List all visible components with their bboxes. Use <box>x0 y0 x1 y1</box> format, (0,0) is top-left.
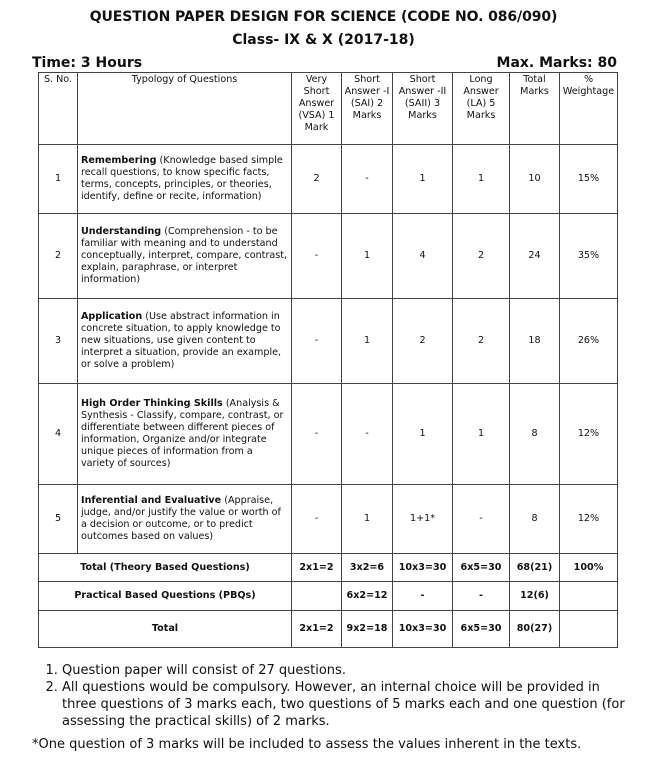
cell-sno: 5 <box>39 485 78 554</box>
cell-sa1: 3x2=6 <box>342 554 393 582</box>
cell-sa2: 10x3=30 <box>393 554 453 582</box>
question-design-table <box>38 72 618 648</box>
max-marks: Max. Marks: 80 <box>496 55 617 71</box>
typology-term: Application <box>81 311 143 323</box>
col-sa2-header: Short Answer -II (SAII) 3 Marks <box>393 73 453 145</box>
cell-sa1: 6x2=12 <box>342 582 393 611</box>
table-row <box>39 299 618 384</box>
cell-vsa: - <box>292 485 342 554</box>
cell-la: 2 <box>453 214 510 299</box>
cell-weight: 26% <box>560 299 618 384</box>
cell-sa2: 10x3=30 <box>393 611 453 648</box>
table-row <box>39 384 618 485</box>
cell-sno: 2 <box>39 214 78 299</box>
cell-total: 8 <box>510 485 560 554</box>
cell-la: 2 <box>453 299 510 384</box>
cell-typology <box>78 384 292 485</box>
typology-desc: (Comprehension - to be familiar with meaning and to understand conceptually, interpret, compare, contrast, explain, paraphrase, or interpret information) <box>81 226 288 285</box>
cell-sno: 4 <box>39 384 78 485</box>
document-subtitle: Class- IX & X (2017-18) <box>232 32 415 48</box>
notes-section <box>38 662 628 730</box>
cell-sno: 3 <box>39 299 78 384</box>
cell-sa2: - <box>393 582 453 611</box>
grand-total-row <box>39 611 618 648</box>
cell-total: 10 <box>510 145 560 214</box>
typology-term: Remembering <box>81 155 157 167</box>
cell-la: 1 <box>453 145 510 214</box>
typology-term: Understanding <box>81 226 162 238</box>
cell-la: - <box>453 582 510 611</box>
cell-sa1: 1 <box>342 214 393 299</box>
typology-term: Inferential and Evaluative <box>81 495 222 507</box>
typology-desc: (Appraise, judge, and/or justify the value or worth of a decision or outcome, or to predict outcomes based on values) <box>81 495 281 542</box>
time-allowed: Time: 3 Hours <box>32 55 143 71</box>
col-typology-header: Typology of Questions <box>78 73 292 145</box>
theory-total-label: Total (Theory Based Questions) <box>39 554 292 582</box>
note-item: 1. Question paper will consist of 27 questions. <box>62 662 628 679</box>
cell-sa2: 1+1* <box>393 485 453 554</box>
cell-typology <box>78 145 292 214</box>
cell-weight: 35% <box>560 214 618 299</box>
footnote: *One question of 3 marks will be included to assess the values inherent in the texts. <box>32 737 582 752</box>
cell-weight: 100% <box>560 554 618 582</box>
document-title: QUESTION PAPER DESIGN FOR SCIENCE (CODE NO. 086/090) <box>89 9 558 25</box>
cell-sa2: 1 <box>393 384 453 485</box>
cell-total: 24 <box>510 214 560 299</box>
typology-desc: (Analysis & Synthesis - Classify, compare, contrast, or differentiate between different pieces of information, Organize and/or integrate unique pieces of information from a variety of sources) <box>81 398 284 469</box>
table-row <box>39 214 618 299</box>
cell-weight: 15% <box>560 145 618 214</box>
col-la-header: Long Answer (LA) 5 Marks <box>453 73 510 145</box>
notes-list <box>38 662 628 730</box>
cell-la: - <box>453 485 510 554</box>
col-sa1-header: Short Answer -I (SAI) 2 Marks <box>342 73 393 145</box>
typology-desc: (Knowledge based simple recall questions, to know specific facts, terms, concepts, principles, or theories, identify, define or recite, information) <box>81 155 283 202</box>
grand-total-label: Total <box>39 611 292 648</box>
cell-total: 8 <box>510 384 560 485</box>
cell-typology <box>78 485 292 554</box>
cell-sa1: 9x2=18 <box>342 611 393 648</box>
typology-term: High Order Thinking Skills <box>81 398 223 410</box>
table-row <box>39 145 618 214</box>
cell-sa2: 4 <box>393 214 453 299</box>
cell-weight: 12% <box>560 485 618 554</box>
col-weight-header: % Weightage <box>560 73 618 145</box>
cell-typology <box>78 214 292 299</box>
cell-total: 80(27) <box>510 611 560 648</box>
cell-vsa: 2 <box>292 145 342 214</box>
cell-vsa: 2x1=2 <box>292 611 342 648</box>
cell-typology <box>78 299 292 384</box>
cell-sa1: 1 <box>342 299 393 384</box>
cell-sa2: 1 <box>393 145 453 214</box>
cell-la: 1 <box>453 384 510 485</box>
cell-total: 18 <box>510 299 560 384</box>
cell-vsa <box>292 582 342 611</box>
cell-total: 68(21) <box>510 554 560 582</box>
cell-vsa: - <box>292 299 342 384</box>
cell-sa1: 1 <box>342 485 393 554</box>
col-vsa-header: Very Short Answer (VSA) 1 Mark <box>292 73 342 145</box>
col-sno-header: S. No. <box>39 73 78 145</box>
cell-vsa: 2x1=2 <box>292 554 342 582</box>
cell-weight <box>560 611 618 648</box>
practical-label: Practical Based Questions (PBQs) <box>39 582 292 611</box>
cell-sno: 1 <box>39 145 78 214</box>
note-item: 2. All questions would be compulsory. However, an internal choice will be provided in three questions of 3 marks each, two questions of 5 marks each and one question (for assessing the practical skills) of 2 marks. <box>62 679 628 730</box>
cell-sa1: - <box>342 384 393 485</box>
cell-sa1: - <box>342 145 393 214</box>
cell-weight: 12% <box>560 384 618 485</box>
cell-weight <box>560 582 618 611</box>
cell-vsa: - <box>292 214 342 299</box>
table-row <box>39 485 618 554</box>
cell-vsa: - <box>292 384 342 485</box>
cell-la: 6x5=30 <box>453 554 510 582</box>
theory-total-row <box>39 554 618 582</box>
typology-desc: (Use abstract information in concrete situation, to apply knowledge to new situations, use given content to interpret a situation, provide an example, or solve a problem) <box>81 311 282 370</box>
cell-total: 12(6) <box>510 582 560 611</box>
col-total-header: Total Marks <box>510 73 560 145</box>
header-row <box>39 73 618 145</box>
cell-la: 6x5=30 <box>453 611 510 648</box>
cell-sa2: 2 <box>393 299 453 384</box>
practical-row <box>39 582 618 611</box>
